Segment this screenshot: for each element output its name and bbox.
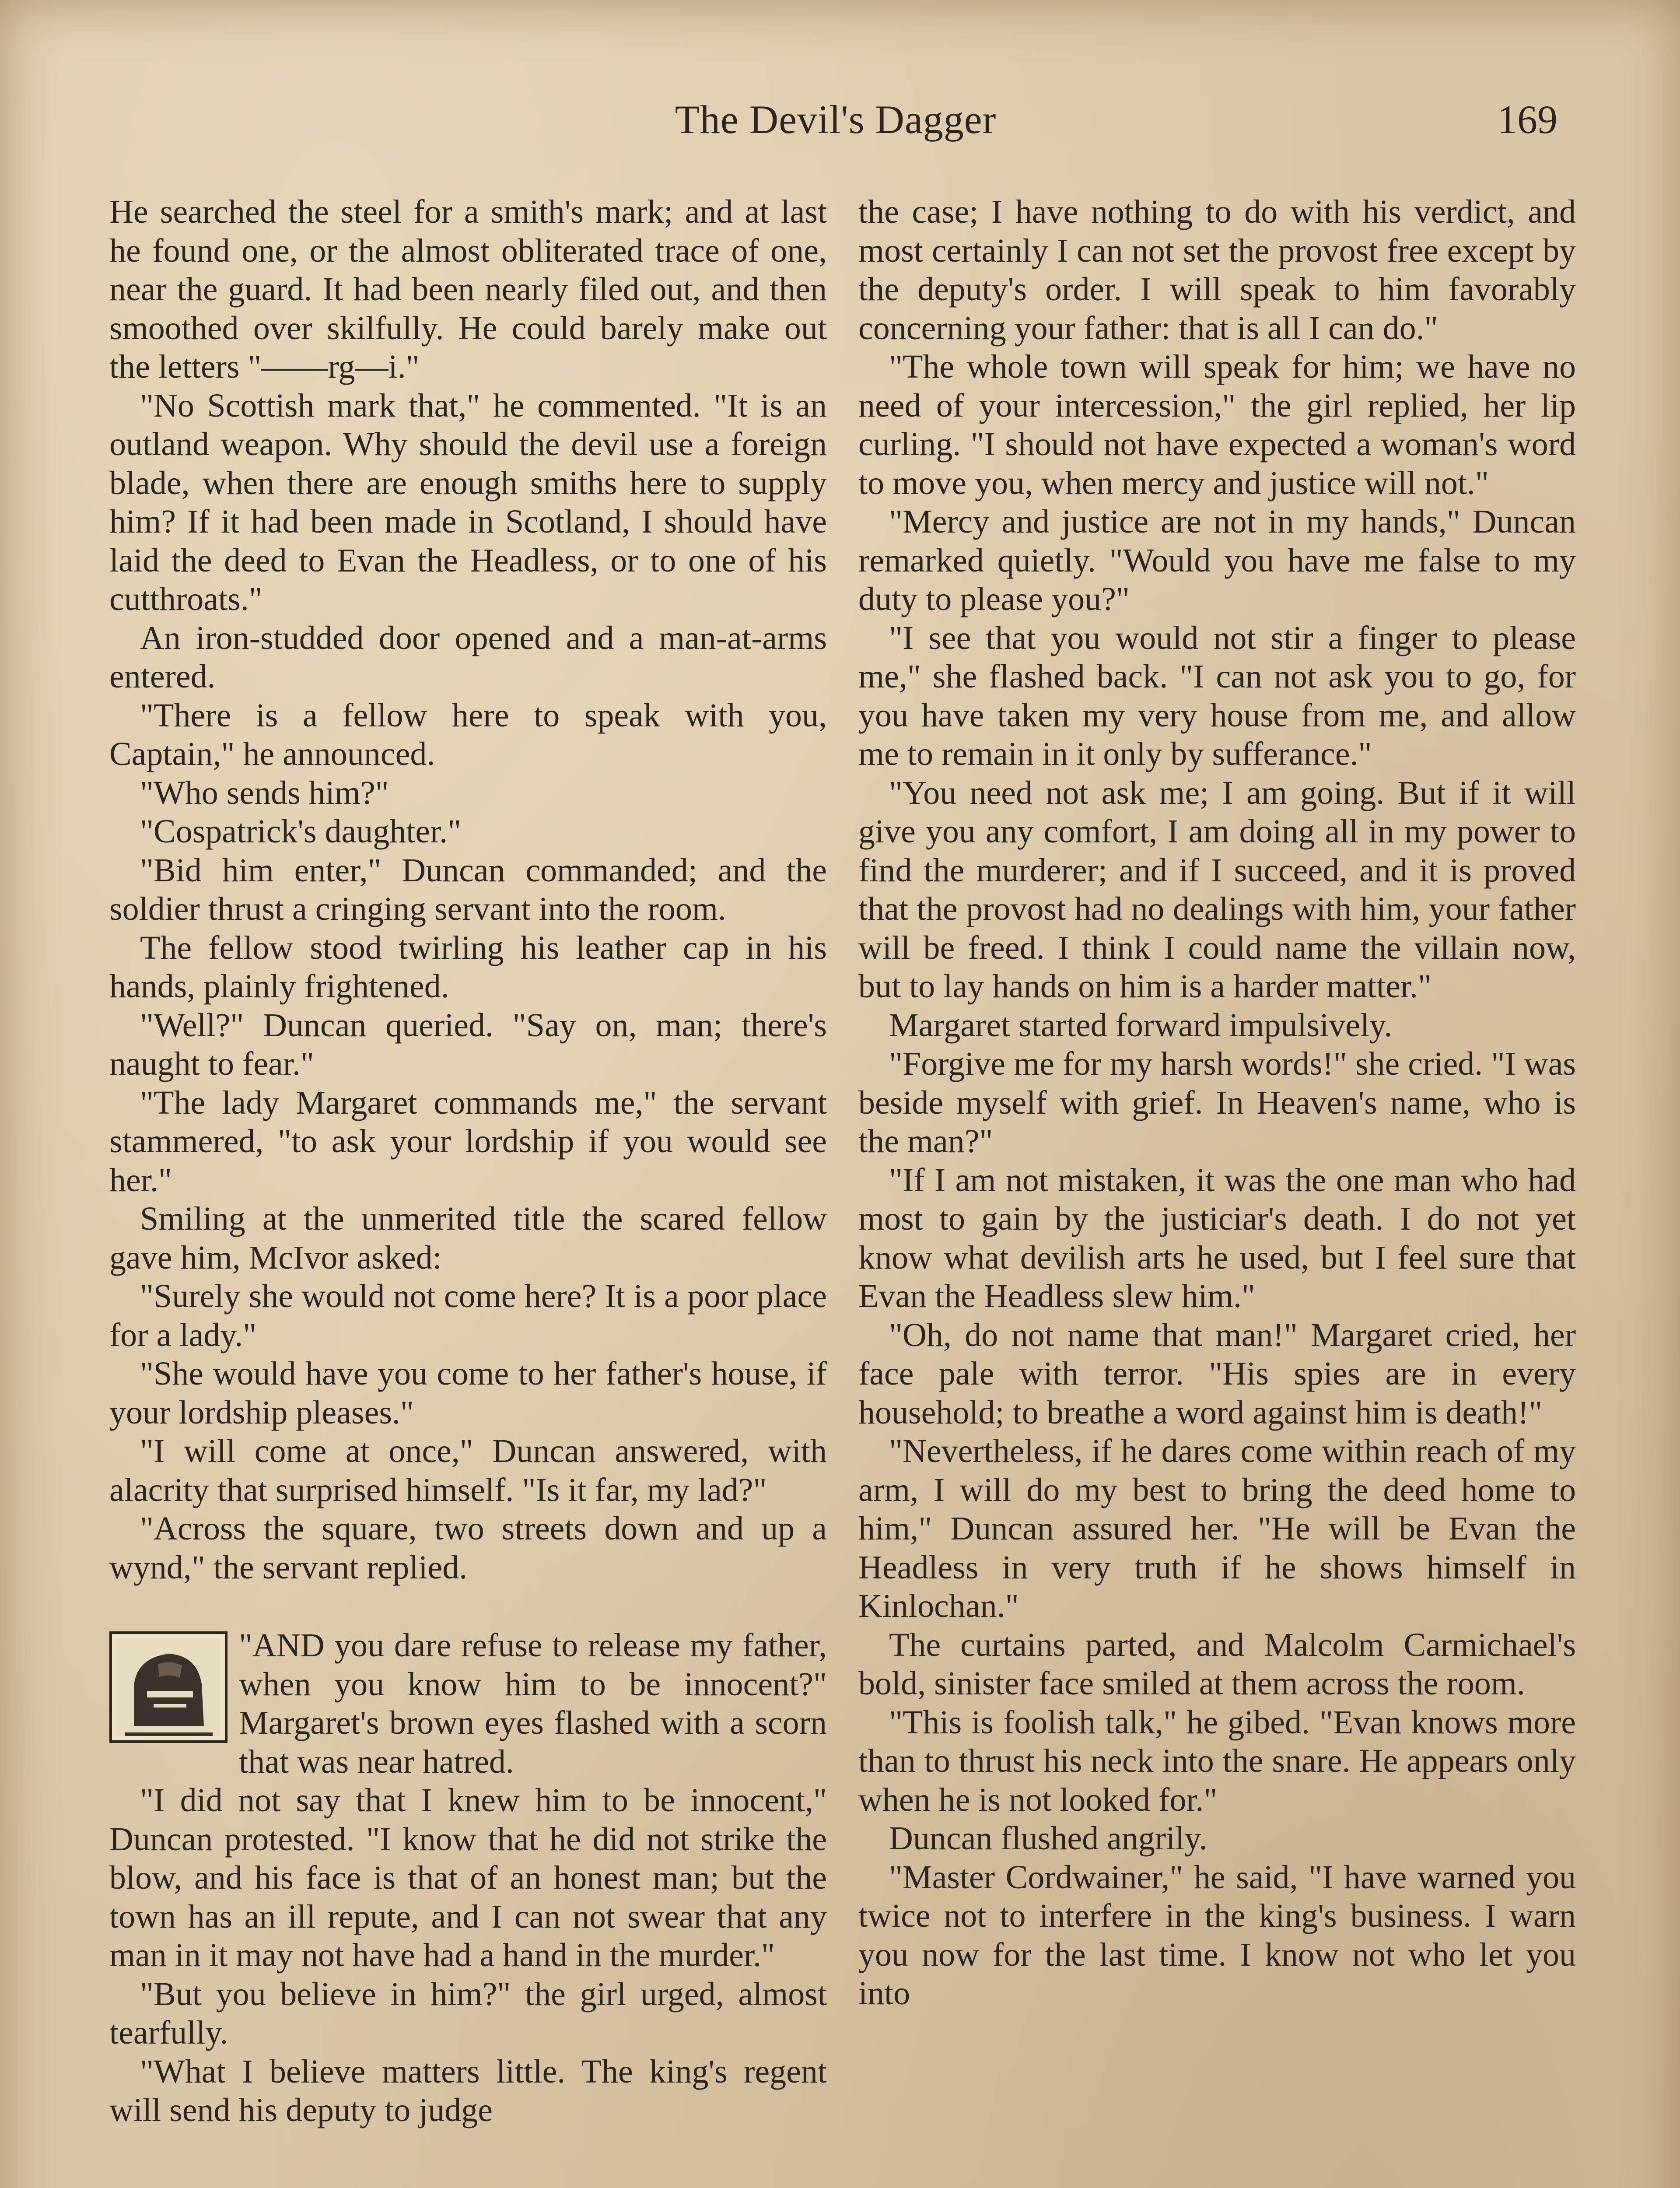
paragraph: "This is foolish talk," he gibed. "Evan knows more than to thrust his neck into the snare. He appears only when he is not looked for." bbox=[858, 1704, 1576, 1818]
paragraph: "Nevertheless, if he dares come within reach of my arm, I will do my best to bring the deed home to him," Duncan assured her. "He will be Evan the Headless in very truth if he shows himself in Kinlochan." bbox=[858, 1433, 1576, 1624]
right-column bbox=[858, 193, 1576, 2013]
paragraph: The curtains parted, and Malcolm Carmichael's bold, sinister face smiled at them across the room. bbox=[858, 1626, 1576, 1702]
paragraph: He searched the steel for a smith's mark; and at last he found one, or the almost obliterated trace of one, near the guard. It had been nearly filed out, and then smoothed over skilfully. He could barely make out the letters "——rg—i." bbox=[109, 193, 827, 385]
paragraph: Duncan flushed angrily. bbox=[889, 1820, 1208, 1857]
paragraph: "Well?" Duncan queried. "Say on, man; there's naught to fear." bbox=[109, 1006, 827, 1082]
paragraph: "What I believe matters little. The king's regent will send his deputy to judge bbox=[109, 2053, 827, 2128]
paragraph: "Bid him enter," Duncan commanded; and the soldier thrust a cringing servant into the room. bbox=[109, 852, 827, 927]
dropcap-paragraph: "AND you dare refuse to release my father, when you know him to be innocent?" Margaret's brown eyes flashed with a scorn that was near hatred. bbox=[239, 1627, 827, 1780]
paragraph: "You need not ask me; I am going. But if it will give you any comfort, I am doing all in my power to find the murderer; and if I succeed, and it is proved that the provost had no dealings with him, your father will be freed. I think I could name the villain now, but to lay hands on him is a harder matter." bbox=[858, 774, 1576, 1005]
paragraph: "Master Cordwainer," he said, "I have warned you twice not to interfere in the king's business. I warn you now for the last time. I know not who let you into bbox=[858, 1858, 1576, 2012]
paragraph: "The lady Margaret commands me," the servant stammered, "to ask your lordship if you would see her." bbox=[109, 1084, 827, 1199]
section-opening bbox=[109, 1626, 827, 1781]
paragraph: "Forgive me for my harsh words!" she cried. "I was beside myself with grief. In Heaven's name, who is the man?" bbox=[858, 1045, 1576, 1160]
paragraph: "I see that you would not stir a finger to please me," she flashed back. "I can not ask you to go, for you have taken my very house from me, and allow me to remain in it only by sufferance." bbox=[858, 619, 1576, 772]
paragraph: "But you believe in him?" the girl urged, almost tearfully. bbox=[109, 1975, 827, 2051]
paragraph: "Surely she would not come here? It is a poor place for a lady." bbox=[109, 1278, 827, 1353]
paragraph: Smiling at the unmerited title the scared fellow gave him, McIvor asked: bbox=[109, 1200, 827, 1276]
section-break bbox=[109, 1587, 827, 1626]
running-title: The Devil's Dagger bbox=[675, 97, 997, 142]
paragraph-continuation: the case; I have nothing to do with his verdict, and most certainly I can not set the provost free except by the deputy's order. I will speak to him favorably concerning your father: that is all I can do." bbox=[858, 193, 1576, 347]
paragraph: The fellow stood twirling his leather cap in his hands, plainly frightened. bbox=[109, 929, 827, 1005]
paragraph: "There is a fellow here to speak with you, Captain," he announced. bbox=[109, 697, 827, 772]
paragraph: "Oh, do not name that man!" Margaret cried, her face pale with terror. "His spies are in every household; to breathe a word against him is death!" bbox=[858, 1316, 1576, 1431]
paragraph: "Who sends him?" bbox=[140, 774, 389, 811]
page-header bbox=[114, 96, 1558, 149]
knight-helmet-icon bbox=[116, 1638, 220, 1736]
paragraph: "The whole town will speak for him; we have no need of your intercession," the girl replied, her lip curling. "I should not have expected a woman's word to move you, when mercy and justice will not." bbox=[858, 348, 1576, 501]
paragraph: "Cospatrick's daughter." bbox=[140, 813, 462, 850]
paragraph: Margaret started forward impulsively. bbox=[889, 1006, 1393, 1044]
paragraph: "She would have you come to her father's house, if your lordship pleases." bbox=[109, 1355, 827, 1431]
paragraph: "Mercy and justice are not in my hands," Duncan remarked quietly. "Would you have me false to my duty to please you?" bbox=[858, 503, 1576, 617]
left-column bbox=[109, 193, 827, 2130]
paragraph: An iron-studded door opened and a man-at-arms entered. bbox=[109, 619, 827, 695]
paragraph: "I did not say that I knew him to be innocent," Duncan protested. "I know that he did not strike the blow, and his face is that of an honest man; but the town has an ill repute, and I can not swear that any man in it may not have had a hand in the murder." bbox=[109, 1782, 827, 1974]
paragraph: "I will come at once," Duncan answered, with alacrity that surprised himself. "Is it far, my lad?" bbox=[109, 1433, 827, 1508]
dropcap-illustration bbox=[109, 1631, 228, 1743]
paragraph: "If I am not mistaken, it was the one man who had most to gain by the justiciar's death. I do not yet know what devilish arts he used, but I feel sure that Evan the Headless slew him." bbox=[858, 1161, 1576, 1315]
paragraph: "Across the square, two streets down and up a wynd," the servant replied. bbox=[109, 1510, 827, 1586]
paragraph: "No Scottish mark that," he commented. "It is an outland weapon. Why should the devil use a foreign blade, when there are enough smiths here to supply him? If it had been made in Scotland, I should have laid the deed to Evan the Headless, or to one of his cutthroats." bbox=[109, 387, 827, 617]
page-number: 169 bbox=[1497, 97, 1558, 142]
